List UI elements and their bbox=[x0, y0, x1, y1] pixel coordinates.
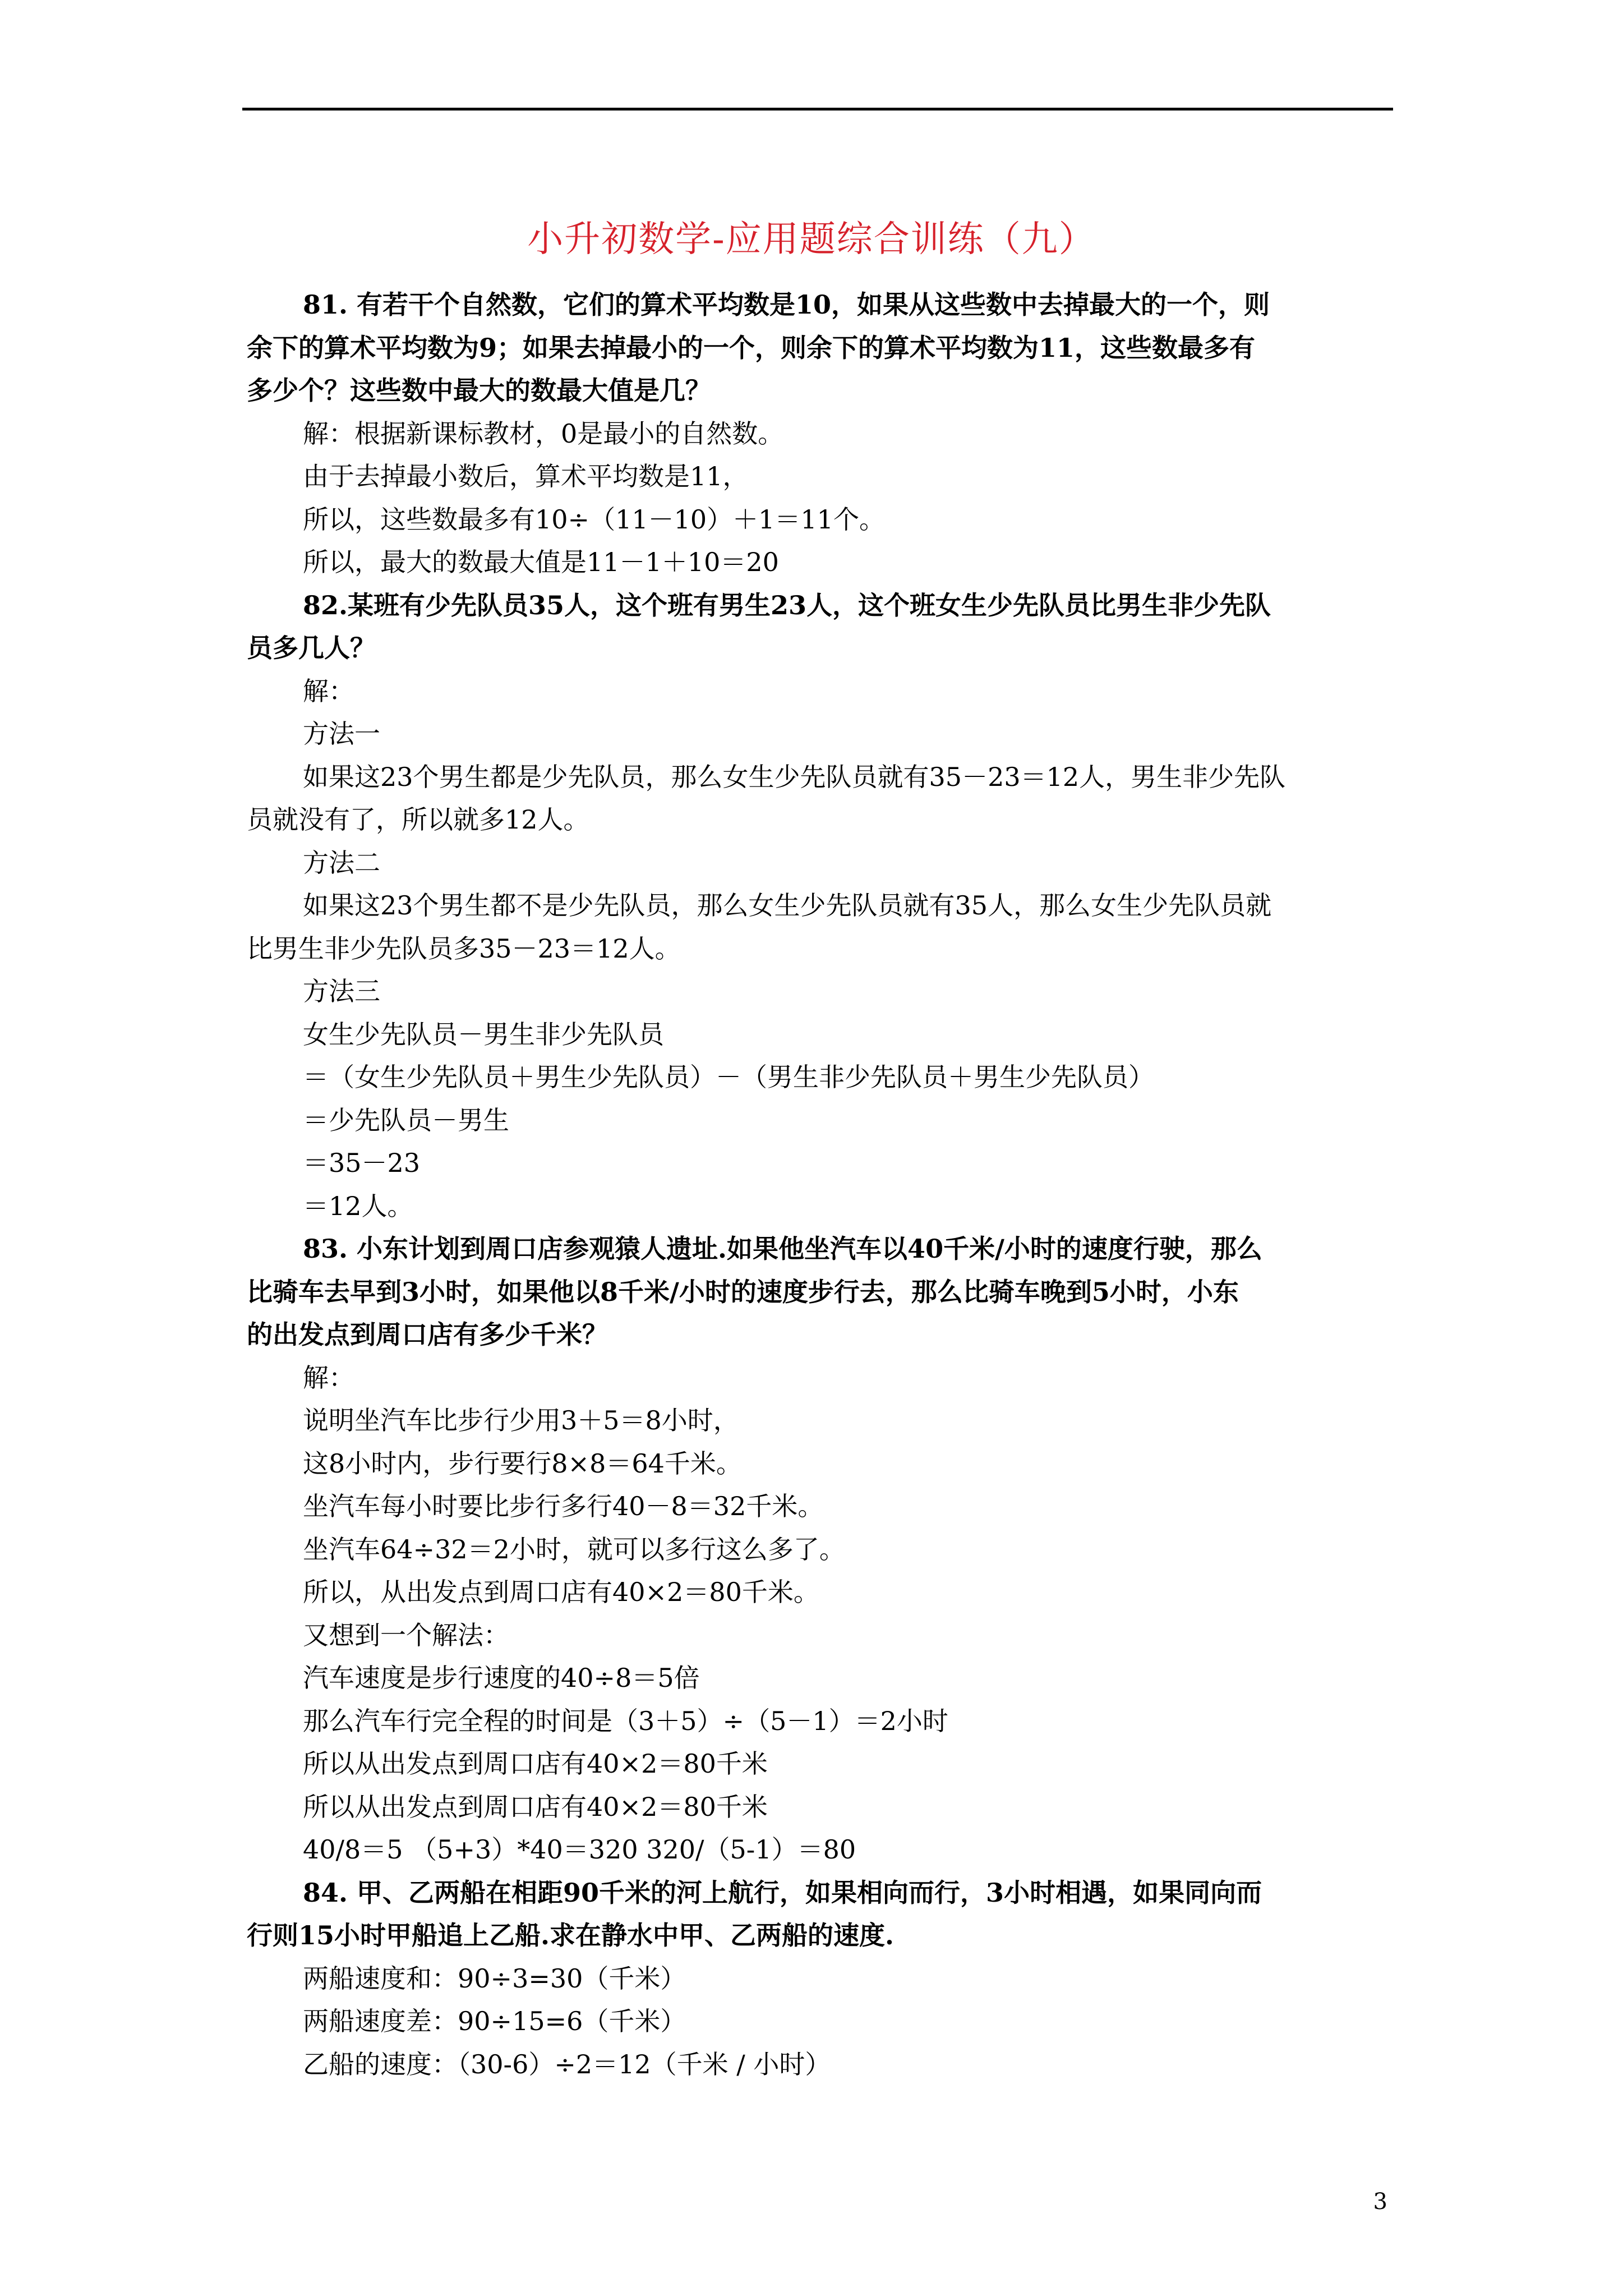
header-rule bbox=[242, 108, 1393, 111]
answer-line: ＝（女生少先队员＋男生少先队员）－（男生非少先队员＋男生少先队员） bbox=[303, 1062, 1154, 1092]
question-line: 比骑车去早到3小时，如果他以8千米/小时的速度步行去，那么比骑车晚到5小时，小东 bbox=[247, 1276, 1239, 1307]
page-title: 小升初数学-应用题综合训练（九） bbox=[527, 219, 1096, 260]
answer-line: 那么汽车行完全程的时间是（3＋5）÷（5－1）＝2小时 bbox=[303, 1705, 948, 1736]
answer-line: 两船速度差：90÷15=6（千米） bbox=[303, 2006, 686, 2036]
answer-line: 由于去掉最小数后，算术平均数是11， bbox=[303, 461, 749, 491]
answer-line: 所以，从出发点到周口店有40×2＝80千米。 bbox=[303, 1577, 819, 1607]
answer-line: 这8小时内，步行要行8×8＝64千米。 bbox=[303, 1448, 742, 1479]
question-line: 行则15小时甲船追上乙船.求在静水中甲、乙两船的速度. bbox=[247, 1920, 895, 1950]
answer-line: 两船速度和：90÷3=30（千米） bbox=[303, 1963, 686, 1994]
answer-line: 员就没有了，所以就多12人。 bbox=[247, 804, 589, 835]
answer-line: ＝少先队员－男生 bbox=[303, 1105, 509, 1135]
answer-line: 如果这23个男生都是少先队员，那么女生少先队员就有35－23＝12人，男生非少先队 bbox=[303, 761, 1286, 792]
answer-line: 所以，这些数最多有10÷（11－10）＋1＝11个。 bbox=[303, 504, 885, 535]
answer-line: 解： bbox=[303, 1362, 354, 1393]
answer-line: 乙船的速度：（30-6）÷2＝12（千米 / 小时） bbox=[303, 2049, 831, 2079]
answer-line: 40/8＝5 （5+3）*40＝320 320/（5-1）＝80 bbox=[303, 1834, 856, 1865]
question-line: 余下的算术平均数为9；如果去掉最小的一个，则余下的算术平均数为11，这些数最多有 bbox=[247, 332, 1256, 363]
answer-line: 女生少先队员－男生非少先队员 bbox=[303, 1019, 664, 1050]
question-line: 83. 小东计划到周口店参观猿人遗址.如果他坐汽车以40千米/小时的速度行驶，那么 bbox=[303, 1234, 1262, 1264]
answer-line: 又想到一个解法： bbox=[303, 1619, 509, 1650]
question-line: 84. 甲、乙两船在相距90千米的河上航行，如果相向而行，3小时相遇，如果同向而 bbox=[303, 1877, 1262, 1908]
answer-line: 汽车速度是步行速度的40÷8＝5倍 bbox=[303, 1663, 700, 1693]
question-line: 81. 有若干个自然数，它们的算术平均数是10，如果从这些数中去掉最大的一个，则 bbox=[303, 289, 1270, 320]
answer-line: 所以从出发点到周口店有40×2＝80千米 bbox=[303, 1749, 768, 1779]
answer-line: 坐汽车64÷32＝2小时，就可以多行这么多了。 bbox=[303, 1534, 845, 1565]
answer-line: 比男生非少先队员多35－23＝12人。 bbox=[247, 933, 681, 964]
answer-line: 所以，最大的数最大值是11－1＋10＝20 bbox=[303, 547, 779, 577]
question-line: 多少个？这些数中最大的数最大值是几？ bbox=[247, 375, 711, 406]
answer-line: 如果这23个男生都不是少先队员，那么女生少先队员就有35人，那么女生少先队员就 bbox=[303, 890, 1272, 921]
answer-line: 解： bbox=[303, 675, 354, 706]
answer-line: 方法三 bbox=[303, 976, 380, 1006]
question-line: 员多几人？ bbox=[247, 633, 376, 663]
answer-line: 方法二 bbox=[303, 847, 380, 878]
answer-line: ＝35－23 bbox=[303, 1148, 421, 1178]
answer-line: 方法一 bbox=[303, 719, 380, 749]
answer-line: 解：根据新课标教材，0是最小的自然数。 bbox=[303, 418, 784, 449]
answer-line: 说明坐汽车比步行少用3＋5＝8小时， bbox=[303, 1405, 739, 1435]
question-line: 的出发点到周口店有多少千米？ bbox=[247, 1319, 608, 1350]
document-body bbox=[247, 283, 1398, 2086]
answer-line: 所以从出发点到周口店有40×2＝80千米 bbox=[303, 1791, 768, 1822]
page-number: 3 bbox=[1373, 2189, 1387, 2215]
answer-line: 坐汽车每小时要比步行多行40－8＝32千米。 bbox=[303, 1491, 824, 1521]
question-line: 82.某班有少先队员35人，这个班有男生23人，这个班女生少先队员比男生非少先队 bbox=[303, 590, 1271, 620]
answer-line: ＝12人。 bbox=[303, 1190, 413, 1221]
